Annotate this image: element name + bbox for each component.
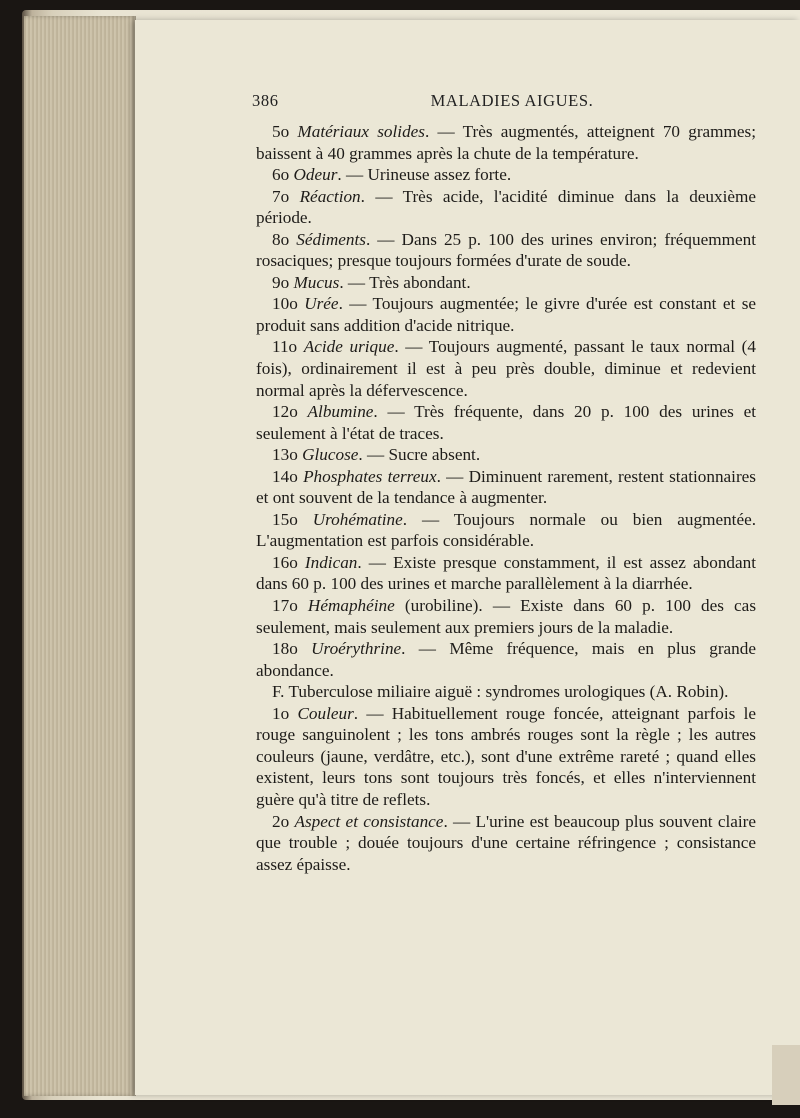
entry-18: 18o Uroérythrine. — Même fréquence, mais en plus grande abondance. [256, 639, 756, 680]
section-heading-f: F. Tuberculose miliaire aiguë : syndromes urologiques (A. Robin). [272, 682, 729, 702]
entry-6: 6o Odeur. — Urineuse assez forte. [272, 165, 512, 185]
entry-16: 16o Indican. — Existe presque constamment, il est assez abondant dans 60 p. 100 des urines et marche parallèlement à la diarrhée. [256, 552, 756, 594]
entry-8: 8o Sédiments. — Dans 25 p. 100 des urines environ; fréquemment rosaciques; presque toujours formées d'urate de soude. [256, 229, 756, 271]
entry-5: 5o Matériaux solides. — Très augmentés, atteignent 70 grammes; baissent à 40 grammes après la chute de la température. [256, 122, 757, 163]
page-number: 386 [252, 91, 279, 110]
entry-9: 9o Mucus. — Très abondant. [272, 272, 471, 292]
entry-7: 7o Réaction. — Très acide, l'acidité diminue dans la deuxième période. [256, 186, 757, 228]
running-title: MALADIES AIGUES. [430, 91, 594, 110]
entry-14: 14o Phosphates terreux. — Diminuent rarement, restent stationnaires et ont souvent de la tendance à augmenter. [256, 466, 756, 508]
entry-12: 12o Albumine. — Très fréquente, dans 20 p. 100 des urines et seulement à l'état de traces. [256, 402, 756, 443]
entry-aspect: 2o Aspect et consistance. — L'urine est beaucoup plus souvent claire que trouble ; douée toujours d'une certaine réfringence ; consistance assez épaisse. [256, 811, 756, 874]
running-header [252, 91, 792, 115]
entry-11: 11o Acide urique. — Toujours augmenté, passant le taux normal (4 fois), ordinairement il est à peu près double, diminue et redevient normal après la défervescence. [256, 337, 756, 400]
page-body [256, 121, 756, 875]
entry-17: 17o Hémaphéine (urobiline). — Existe dans 60 p. 100 des cas seulement, mais seulement aux premiers jours de la maladie. [256, 596, 757, 637]
page-edges [24, 16, 136, 1096]
entry-15: 15o Urohématine. — Toujours normale ou bien augmentée. L'augmentation est parfois considérable. [256, 509, 756, 551]
next-page-corner [772, 1045, 800, 1105]
entry-couleur: 1o Couleur. — Habituellement rouge foncée, atteignant parfois le rouge sanguinolent ; les tons ambrés rouges sont la règle ; les autres couleurs (jaune, verdâtre, etc.), sont d'une extrême rareté ; quand elles existent, leurs tons sont toujours très foncés, et elles n'interviennent guère qu'à titre de reflets. [256, 703, 756, 809]
entry-10: 10o Urée. — Toujours augmentée; le givre d'urée est constant et se produit sans addition d'acide nitrique. [256, 294, 757, 335]
entry-13: 13o Glucose. — Sucre absent. [272, 445, 481, 465]
